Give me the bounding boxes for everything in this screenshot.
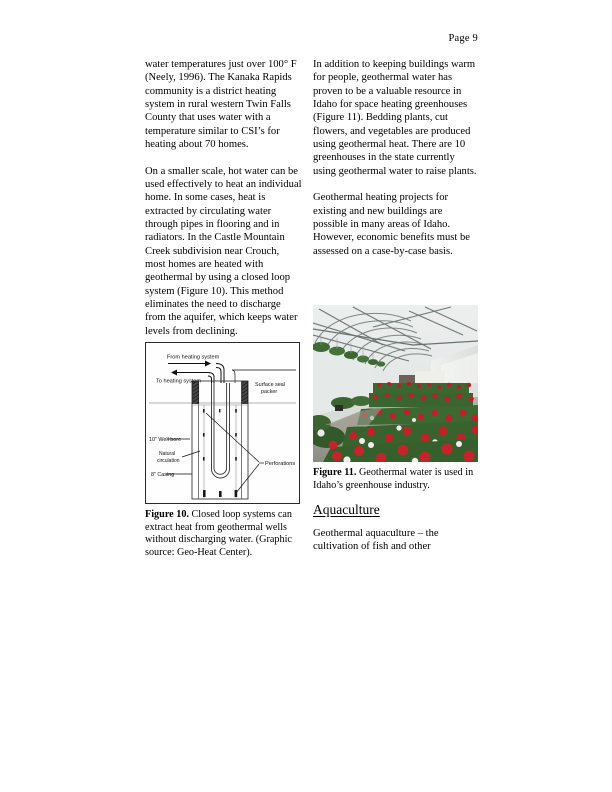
figure-11-caption (313, 467, 479, 492)
figure-10 (145, 342, 300, 559)
figure-11 (313, 305, 479, 492)
figure-10-diagram (145, 342, 300, 504)
label-packer: packer (261, 389, 278, 395)
label-casing: 8" Casing (151, 472, 175, 478)
figure-11-photo (313, 305, 478, 462)
label-natural: Natural (159, 451, 176, 457)
left-text-column (145, 58, 302, 338)
paragraph: Geothermal heating projects for existing and new buildings are possible in many areas of Idaho. However, economic benefits must be assessed on a case-by-case basis. (313, 192, 470, 257)
paragraph: On a smaller scale, hot water can be used effectively to heat an individual home. In some cases, heat is extracted by circulating water through pipes in flooring and in radiators. In the Castle Mountain Creek subdivision near Crouch, most homes are heated with geothermal by using a closed loop system (Figure 10). This method eliminates the need to discharge from the aquifer, which keeps water levels from declining. (145, 165, 302, 337)
label-well-bore: 10" Well bore (149, 437, 182, 443)
figure-11-label: Figure 11. (313, 467, 357, 478)
section-heading-aquaculture: Aquaculture (313, 502, 380, 517)
label-to-heating-system: To heating system (156, 378, 202, 385)
right-text-column (313, 58, 479, 258)
label-from-heating-system: From heating system (167, 354, 220, 361)
figure-10-caption-text: Closed loop systems can extract heat from geothermal wells without discharging water. (Graphic source: Geo-Heat Center). (145, 509, 292, 558)
page-number-header: Page 9 (448, 33, 478, 44)
label-perforations: Perforations (265, 461, 296, 467)
figure-11-caption-text: Geothermal water is used in Idaho’s greenhouse industry. (313, 467, 474, 491)
figure-10-label: Figure 10. (145, 509, 189, 520)
label-circulation: circulation (157, 458, 180, 464)
label-surface-seal: Surface seal (255, 382, 285, 388)
aquaculture-paragraph: Geothermal aquaculture – the cultivation of fish and other (313, 528, 439, 553)
figure-10-caption (145, 509, 302, 559)
paragraph: In addition to keeping buildings warm for people, geothermal water has proven to be a valuable resource in Idaho for space heating greenhouses (Figure 11). Bedding plants, cut flowers, and vegetables are produced using geothermal heat. There are 10 greenhouses in the state currently using geothermal water to raise plants. (313, 59, 477, 177)
paragraph: water temperatures just over 100° F (Neely, 1996). The Kanaka Rapids community is a district heating system in rural western Twin Falls County that uses water with a temperature similar to CSI’s for heating about 70 homes. (145, 59, 297, 151)
